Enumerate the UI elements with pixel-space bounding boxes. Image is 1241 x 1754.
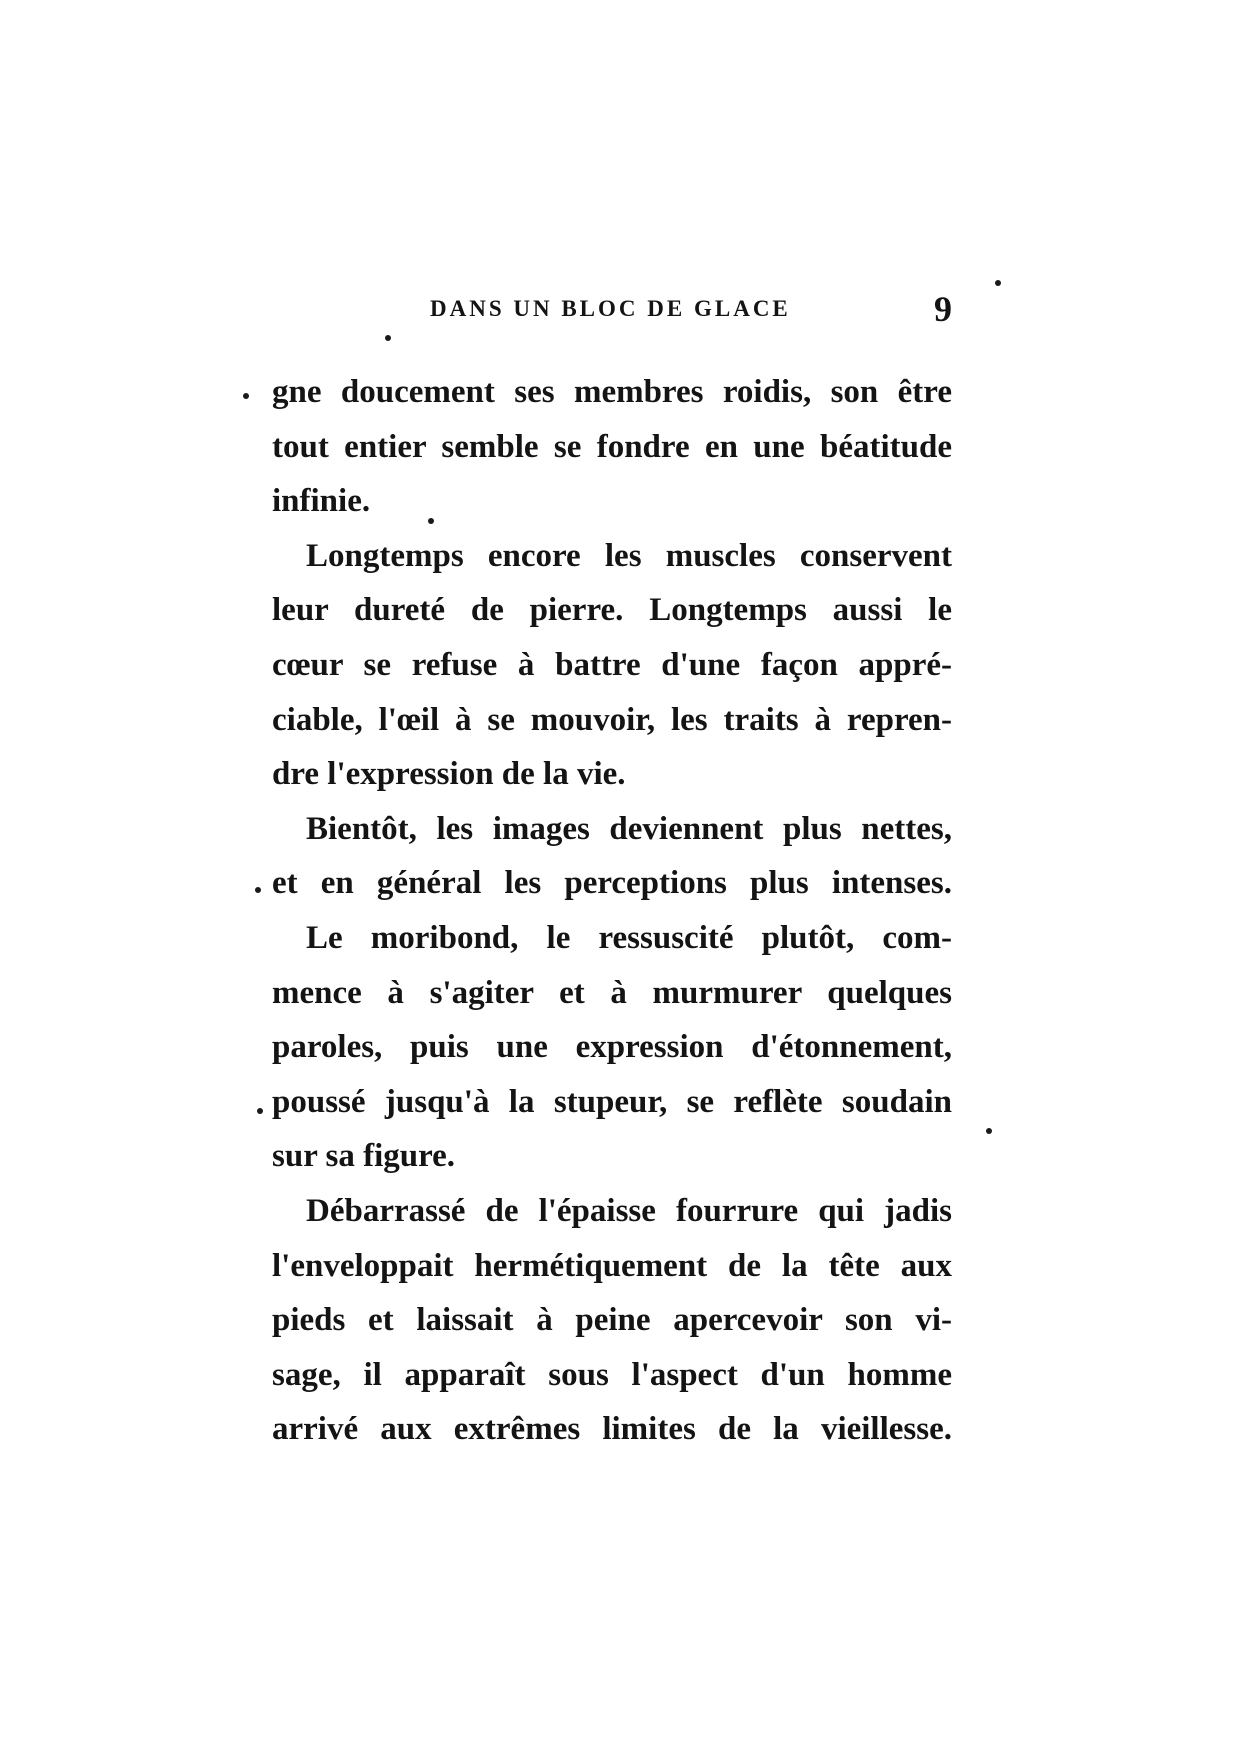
running-header [272,289,952,332]
text-line: l'enveloppait hermétiquement de la tête aux [272,1247,952,1284]
text-line: et en général les perceptions plus intenses. [272,865,952,902]
running-title: DANS UN BLOC DE GLACE [430,296,791,321]
text-line: sage, il apparaît sous l'aspect d'un homme [272,1356,952,1393]
text-line: dre l'expression de la vie. [272,756,626,793]
text-line: Le moribond, le ressuscité plutôt, com- [306,919,952,956]
ink-speck [243,393,249,399]
ink-speck [385,335,391,341]
text-line: paroles, puis une expression d'étonnement, [272,1029,952,1066]
ink-speck [255,887,261,893]
text-line: cœur se refuse à battre d'une façon appré- [272,646,952,683]
ink-speck [257,1108,263,1114]
text-line: ciable, l'œil à se mouvoir, les traits à repren- [272,701,952,738]
page-number: 9 [934,289,952,329]
text-line: infinie. [272,483,371,520]
text-line: gne doucement ses membres roidis, son être [272,374,952,410]
ink-speck [986,1128,992,1134]
text-line: sur sa figure. [272,1138,456,1175]
text-line: pieds et laissait à peine apercevoir son vi- [272,1302,952,1339]
text-line: leur dureté de pierre. Longtemps aussi le [272,592,952,629]
text-line: Longtemps encore les muscles conservent [306,537,952,574]
text-line: tout entier semble se fondre en une béatitude [272,428,952,465]
text-line: arrivé aux extrêmes limites de la vieillesse. [272,1411,952,1448]
ink-speck [428,518,434,524]
text-line: Débarrassé de l'épaisse fourrure qui jadis [306,1192,952,1229]
text-line: Bientôt, les images deviennent plus nettes, [306,810,952,847]
ink-speck [995,280,1001,286]
body-text [272,365,952,1457]
text-line: mence à s'agiter et à murmurer quelques [272,974,952,1011]
text-line: poussé jusqu'à la stupeur, se reflète soudain [272,1083,952,1120]
